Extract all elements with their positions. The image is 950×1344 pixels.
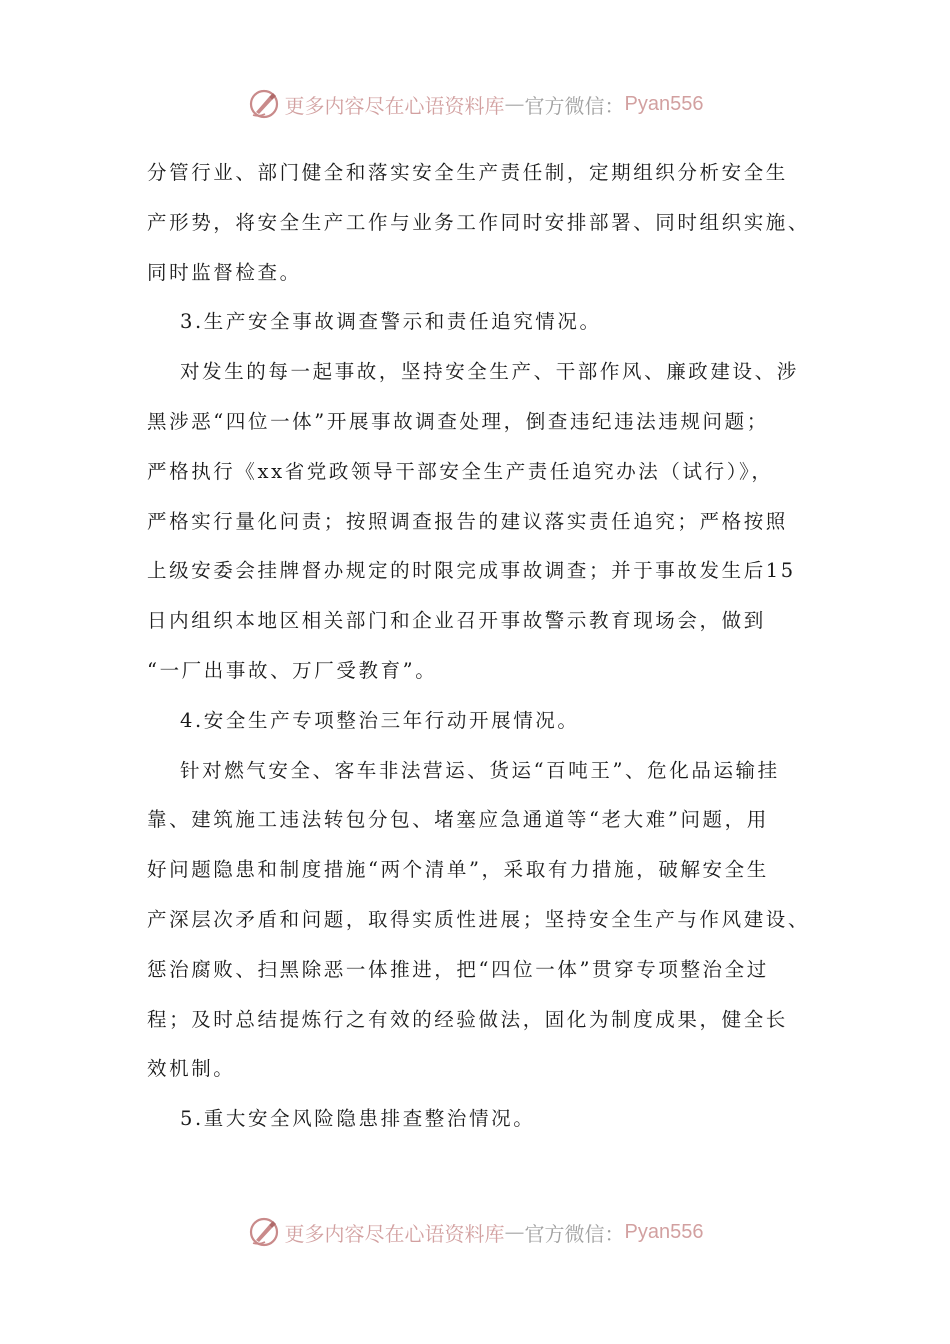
text-line: 针对燃气安全、客车非法营运、货运“百吨王”、危化品运输挂 bbox=[180, 758, 780, 782]
pen-logo-icon bbox=[247, 1215, 281, 1249]
section-heading: 4.安全生产专项整治三年行动开展情况。 bbox=[180, 708, 580, 732]
text-line: 程；及时总结提炼行之有效的经验做法，固化为制度成果，健全长 bbox=[147, 1007, 788, 1031]
text-line: 产深层次矛盾和问题，取得实质性进展；坚持安全生产与作风建设、 bbox=[147, 907, 811, 931]
text-line: 对发生的每一起事故，坚持安全生产、干部作风、廉政建设、涉 bbox=[180, 360, 799, 384]
text-line: 黑涉恶“四位一体”开展事故调查处理，倒查违纪违法违规问题； bbox=[147, 409, 769, 433]
watermark-id: Pyan556 bbox=[624, 1220, 704, 1243]
section-heading: 5.重大安全风险隐患排查整治情况。 bbox=[180, 1107, 536, 1131]
watermark-id: Pyan556 bbox=[624, 92, 704, 115]
section-heading: 3.生产安全事故调查警示和责任追究情况。 bbox=[180, 310, 602, 334]
text-line: 惩治腐败、扫黑除恶一体推进，把“四位一体”贯穿专项整治全过 bbox=[147, 957, 769, 981]
text-line: 好问题隐患和制度措施“两个清单”，采取有力措施，破解安全生 bbox=[147, 858, 769, 882]
text-line: 同时监督检查。 bbox=[147, 260, 302, 284]
text-line: 上级安委会挂牌督办规定的时限完成事故调查；并于事故发生后15 bbox=[147, 559, 796, 583]
watermark-dash: — bbox=[504, 1220, 525, 1244]
document-body bbox=[147, 148, 815, 1144]
footer-watermark bbox=[0, 1212, 950, 1252]
text-line: 效机制。 bbox=[147, 1057, 236, 1081]
watermark-text: 更多内容尽在心语资料库 bbox=[284, 1221, 505, 1246]
watermark-label: 官方微信： bbox=[524, 1221, 625, 1246]
text-line: “一厂出事故、万厂受教育”。 bbox=[147, 658, 438, 682]
text-line: 严格执行《xx省党政领导干部安全生产责任追究办法（试行）》， bbox=[147, 459, 774, 483]
watermark-dash: — bbox=[504, 92, 525, 116]
text-line: 分管行业、部门健全和落实安全生产责任制，定期组织分析安全生 bbox=[147, 161, 788, 184]
pen-logo-icon bbox=[247, 87, 281, 121]
watermark-label: 官方微信： bbox=[524, 93, 625, 118]
text-line: 严格实行量化问责；按照调查报告的建议落实责任追究；严格按照 bbox=[147, 509, 788, 533]
text-line: 产形势，将安全生产工作与业务工作同时安排部署、同时组织实施、 bbox=[147, 210, 811, 234]
text-line: 日内组织本地区相关部门和企业召开事故警示教育现场会，做到 bbox=[147, 609, 766, 633]
watermark-text: 更多内容尽在心语资料库 bbox=[284, 93, 505, 118]
text-line: 靠、建筑施工违法转包分包、堵塞应急通道等“老大难”问题，用 bbox=[147, 808, 769, 832]
header-watermark bbox=[0, 84, 950, 124]
